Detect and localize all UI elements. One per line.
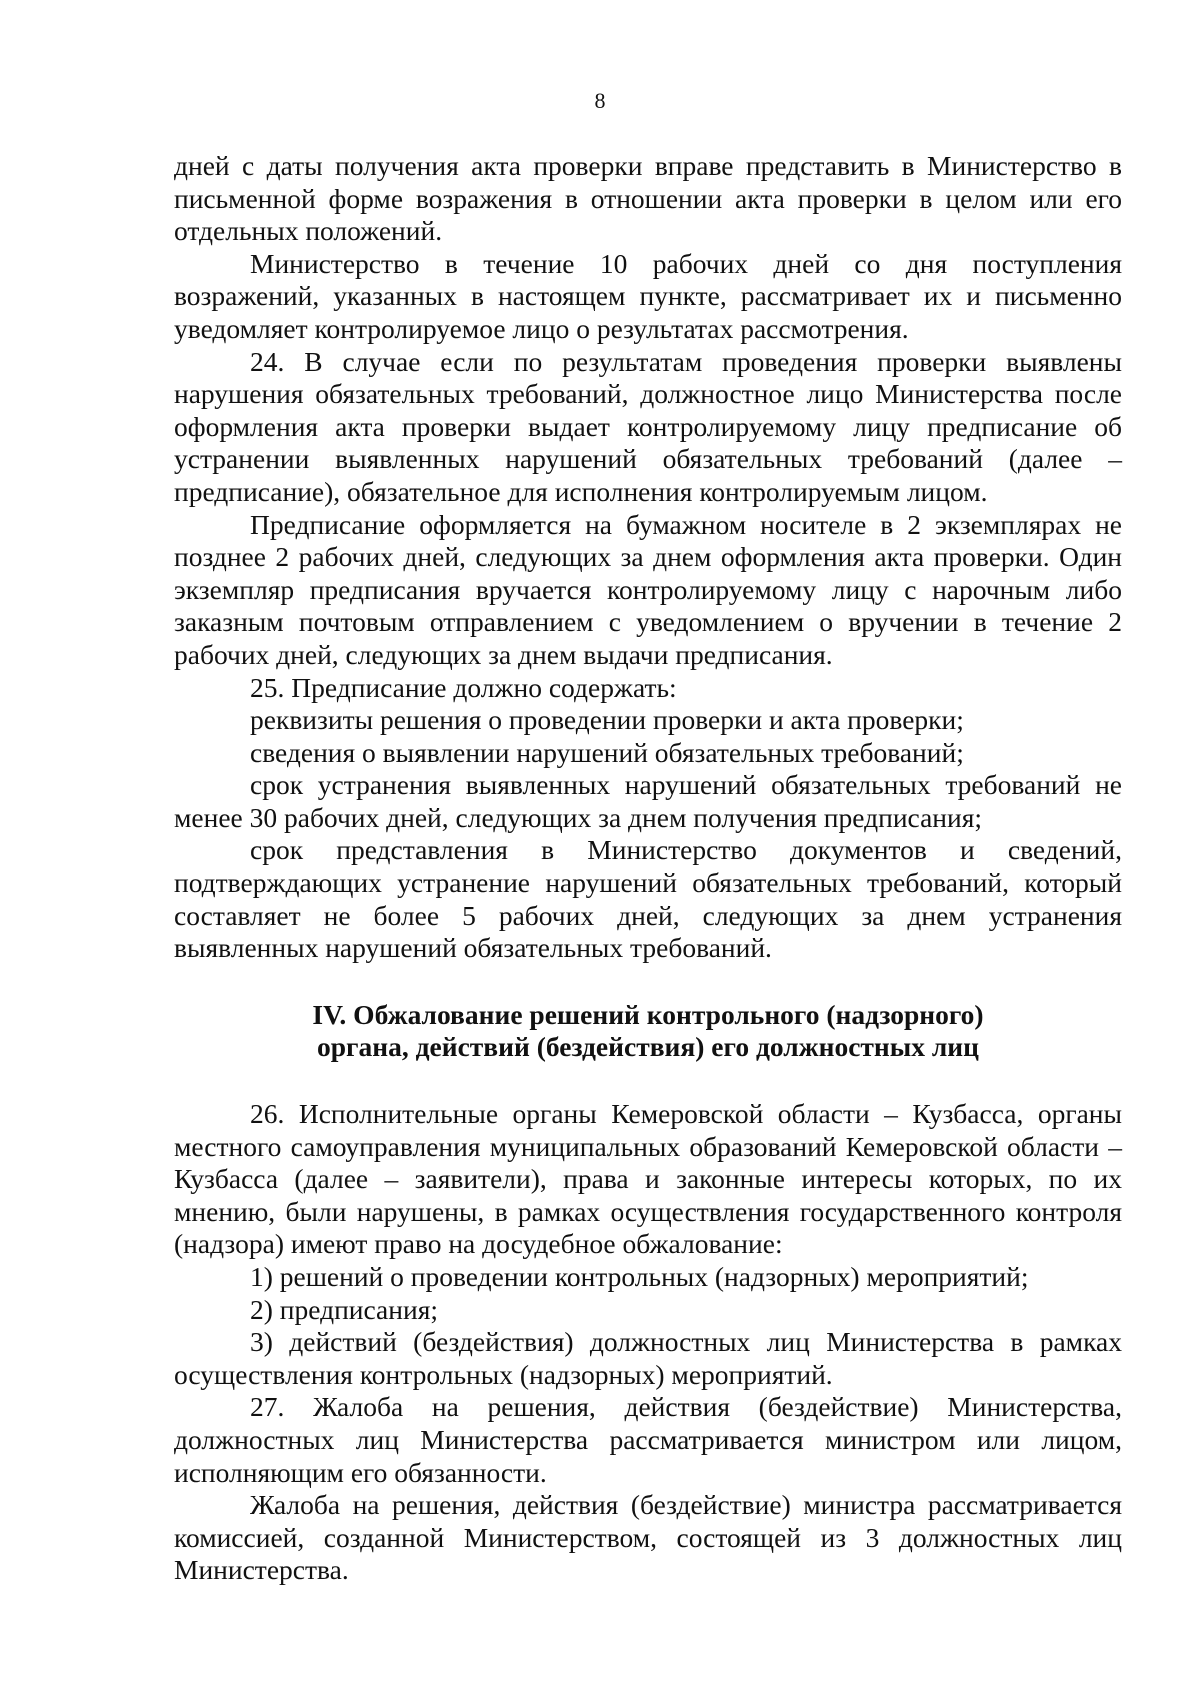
document-body — [174, 150, 1122, 1587]
paragraph: 2) предписания; — [250, 1293, 438, 1325]
paragraph: Предписание оформляется на бумажном носителе в 2 экземплярах не позднее 2 рабочих дней, следующих за днем оформления акта проверки. Один экземпляр предписания вручается контролируемому лицу с нарочным либо заказным почтовым отправлением с уведомлением о вручении в течение 2 рабочих дней, следующих за днем выдачи предписания. — [174, 508, 1122, 670]
paragraph: дней с даты получения акта проверки вправе представить в Министерство в письменной форме возражения в отношении акта проверки в целом или его отдельных положений. — [174, 150, 1122, 247]
section-heading — [174, 999, 1122, 1064]
paragraph: 27. Жалоба на решения, действия (бездействие) Министерства, должностных лиц Министерства рассматривается министром или лицом, исполняющим его обязанности. — [174, 1391, 1122, 1488]
paragraph: 3) действий (бездействия) должностных лиц Министерства в рамках осуществления контрольных (надзорных) мероприятий. — [174, 1326, 1122, 1390]
paragraph: срок представления в Министерство документов и сведений, подтверждающих устранение нарушений обязательных требований, который составляет не более 5 рабочих дней, следующих за днем устранения выявленных нарушений обязательных требований. — [174, 834, 1122, 964]
paragraph: срок устранения выявленных нарушений обязательных требований не менее 30 рабочих дней, следующих за днем получения предписания; — [174, 769, 1122, 833]
section-heading-line-2: органа, действий (бездействия) его должностных лиц — [317, 1031, 979, 1063]
paragraphs-after-heading — [174, 1098, 1122, 1587]
paragraph: Министерство в течение 10 рабочих дней со дня поступления возражений, указанных в настоящем пункте, рассматривает их и письменно уведомляет контролируемое лицо о результатах рассмотрения. — [174, 247, 1122, 344]
paragraph: 25. Предписание должно содержать: — [250, 671, 677, 703]
paragraph: 26. Исполнительные органы Кемеровской области – Кузбасса, органы местного самоуправления муниципальных образований Кемеровской области – Кузбасса (далее – заявители), права и законные интересы которых, по их мнению, были нарушены, в рамках осуществления государственного контроля (надзора) имеют право на досудебное обжалование: — [174, 1098, 1122, 1260]
paragraph: реквизиты решения о проведении проверки и акта проверки; — [250, 704, 964, 736]
paragraphs-before-heading — [174, 150, 1122, 965]
section-heading-line-1: IV. Обжалование решений контрольного (надзорного) — [312, 998, 984, 1030]
paragraph: 1) решений о проведении контрольных (надзорных) мероприятий; — [250, 1261, 1029, 1292]
paragraph: Жалоба на решения, действия (бездействие) министра рассматривается комиссией, созданной Министерством, состоящей из 3 должностных лиц Министерства. — [174, 1489, 1122, 1586]
page-number: 8 — [594, 88, 606, 113]
paragraph: 24. В случае если по результатам проведения проверки выявлены нарушения обязательных требований, должностное лицо Министерства после оформления акта проверки выдает контролируемому лицу предписание об устранении выявленных нарушений обязательных требований (далее – предписание), обязательное для исполнения контролируемым лицом. — [174, 345, 1122, 507]
paragraph: сведения о выявлении нарушений обязательных требований; — [250, 736, 964, 768]
